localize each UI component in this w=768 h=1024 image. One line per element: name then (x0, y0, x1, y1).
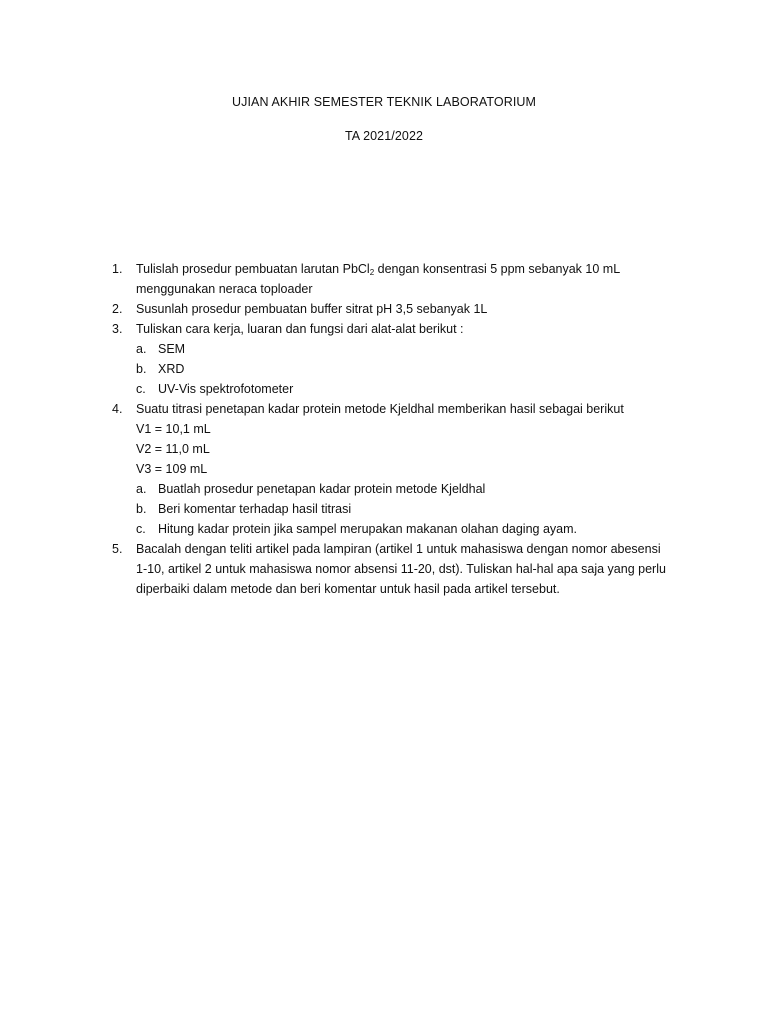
question-2-text: Susunlah prosedur pembuatan buffer sitrat pH 3,5 sebanyak 1L (136, 302, 488, 316)
question-3 (112, 319, 672, 399)
sub-item-text: XRD (158, 362, 185, 376)
volume-value: V2 = 11,0 mL (136, 442, 210, 456)
exam-title: UJIAN AKHIR SEMESTER TEKNIK LABORATORIUM (231, 95, 537, 109)
sub-item-text: UV-Vis spektrofotometer (158, 382, 294, 396)
sub-item (136, 499, 672, 519)
sub-item-letter: c. (136, 522, 146, 536)
volume-value: V1 = 10,1 mL (136, 422, 211, 436)
sub-item-letter: a. (136, 482, 147, 496)
sub-item-letter: b. (136, 502, 147, 516)
question-5-line: diperbaiki dalam metode dan beri komentar untuk hasil pada artikel tersebut. (136, 582, 560, 596)
question-5-line: 1-10, artikel 2 untuk mahasiswa nomor absensi 11-20, dst). Tuliskan hal-hal apa saja yang perlu (136, 562, 666, 576)
question-number: 2. (112, 302, 123, 316)
sub-item-letter: a. (136, 342, 147, 356)
sub-item-letter: c. (136, 382, 146, 396)
question-4 (112, 399, 672, 539)
sub-item (136, 339, 672, 359)
volume-value: V3 = 109 mL (136, 462, 208, 476)
question-1-line-1: Tulislah prosedur pembuatan larutan PbCl$_2$ dengan konsentrasi 5 ppm sebanyak 10 mL (136, 262, 621, 277)
question-5-line: Bacalah dengan teliti artikel pada lampiran (artikel 1 untuk mahasiswa dengan nomor abesensi (136, 542, 661, 556)
sub-item (136, 359, 672, 379)
sub-item-text: Hitung kadar protein jika sampel merupakan makanan olahan daging ayam. (158, 522, 578, 536)
question-1 (112, 259, 672, 299)
question-2 (112, 299, 672, 319)
question-list (112, 259, 672, 599)
question-4-text: Suatu titrasi penetapan kadar protein metode Kjeldhal memberikan hasil sebagai berikut (136, 402, 624, 416)
sub-item (136, 379, 672, 399)
question-number: 1. (112, 262, 123, 276)
sub-item (136, 479, 672, 499)
sub-item-text: Beri komentar terhadap hasil titrasi (158, 502, 352, 516)
academic-year: TA 2021/2022 (344, 129, 424, 143)
sub-item (136, 519, 672, 539)
question-number: 4. (112, 402, 123, 416)
subscript-2: 2 (369, 268, 375, 277)
sub-item-text: Buatlah prosedur penetapan kadar protein metode Kjeldhal (158, 482, 486, 496)
question-number: 3. (112, 322, 123, 336)
question-1-line-2: menggunakan neraca toploader (136, 282, 313, 296)
sub-item-text: SEM (158, 342, 186, 356)
question-3-text: Tuliskan cara kerja, luaran dan fungsi dari alat-alat berikut : (136, 322, 464, 336)
question-5 (112, 539, 672, 599)
question-number: 5. (112, 542, 123, 556)
sub-item-letter: b. (136, 362, 147, 376)
